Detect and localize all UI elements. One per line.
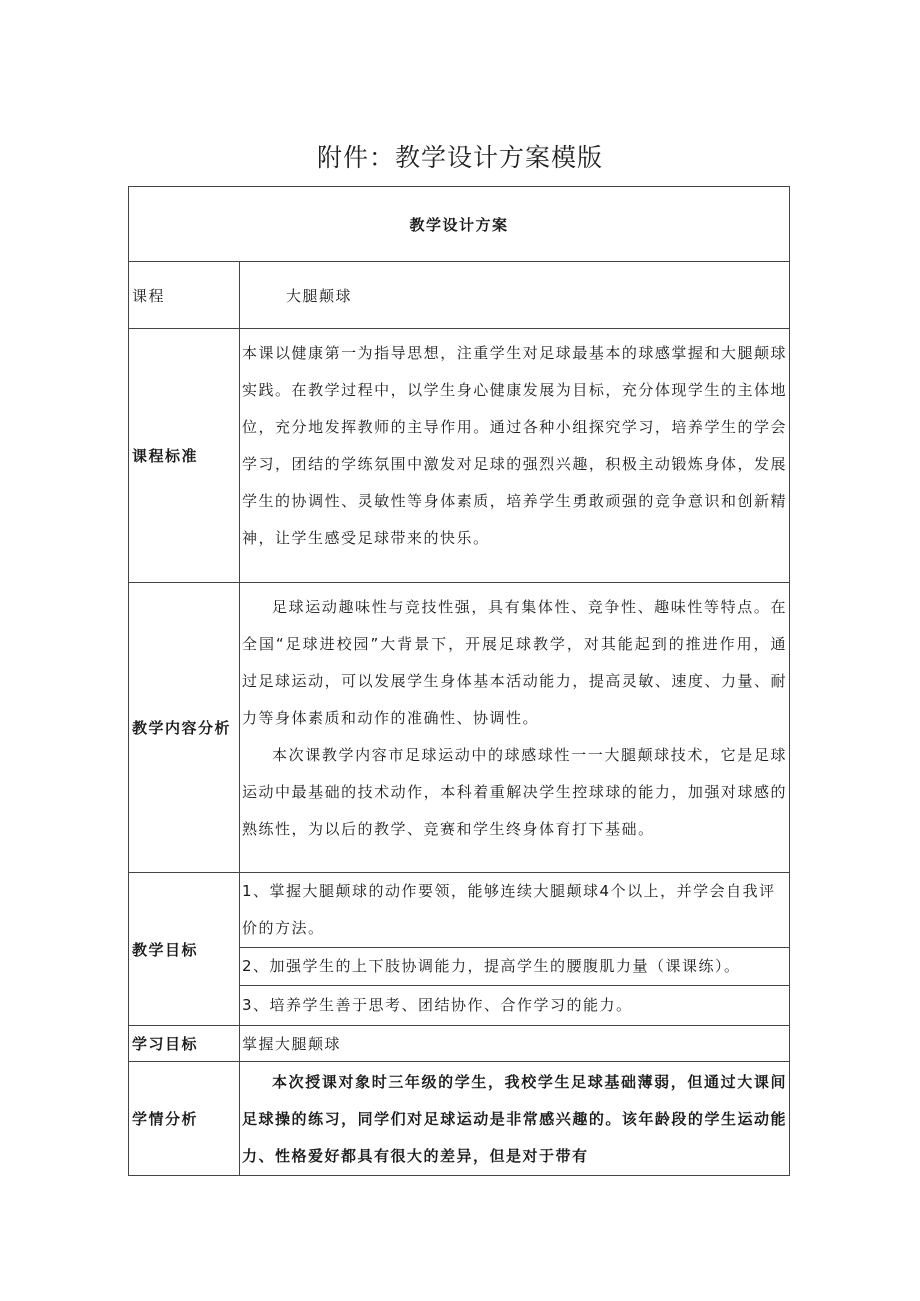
- student-analysis-text: 本次授课对象时三年级的学生，我校学生足球基础薄弱，但通过大课间足球操的练习，同学们对足球运动是非常感兴趣的。该年龄段的学生运动能力、性格爱好都具有很大的差异，但是对于带有: [242, 1073, 788, 1165]
- objective-text-1: 1、掌握大腿颠球的动作要领，能够连续大腿颠球4个以上，并学会自我评价的方法。: [242, 882, 776, 937]
- content-analysis-row: [129, 583, 790, 873]
- objectives-label: 教学目标: [129, 873, 240, 1026]
- student-analysis-label: 学情分析: [129, 1062, 240, 1176]
- student-analysis-row: [129, 1062, 790, 1176]
- learning-goal-label: 学习目标: [129, 1026, 240, 1062]
- course-label: 课程: [129, 262, 240, 329]
- learning-goal-row: [129, 1026, 790, 1062]
- student-analysis-cell: [240, 1062, 790, 1176]
- table-header: 教学设计方案: [129, 187, 790, 262]
- objective-item: [240, 873, 790, 948]
- document-title: 附件：教学设计方案模版: [316, 143, 603, 172]
- course-value: 大腿颠球: [240, 262, 790, 329]
- course-row: [129, 262, 790, 329]
- standard-text: 本课以健康第一为指导思想，注重学生对足球最基本的球感掌握和大腿颠球实践。在教学过程中，以学生身心健康发展为目标，充分体现学生的主体地位，充分地发挥教师的主导作用。通过各种小组探究学习，培养学生的学会学习，团结的学练氛围中激发对足球的强烈兴趣，积极主动锻炼身体，发展学生的协调性、灵敏性等身体素质，培养学生勇敢顽强的竞争意识和创新精神，让学生感受足球带来的快乐。: [242, 344, 788, 547]
- objective-text-3: 3、培养学生善于思考、团结协作、合作学习的能力。: [242, 996, 633, 1014]
- content-analysis-para-2: 本次课教学内容市足球运动中的球感球性一一大腿颠球技术，它是足球运动中最基础的技术动作，本科着重解决学生控球球的能力，加强对球感的熟练性，为以后的教学、竞赛和学生终身体育打下基础。: [242, 746, 788, 838]
- standard-label: 课程标准: [129, 329, 240, 583]
- header-row: [129, 187, 790, 262]
- standard-cell: [240, 329, 790, 583]
- objective-item: [240, 986, 790, 1026]
- content-analysis-cell: [240, 583, 790, 873]
- objective-text-2: 2、加强学生的上下肢协调能力，提高学生的腰腹肌力量（课课练）。: [242, 957, 741, 975]
- standard-row: [129, 329, 790, 583]
- content-analysis-label: 教学内容分析: [129, 583, 240, 873]
- learning-goal-value: 掌握大腿颠球: [240, 1026, 790, 1062]
- teaching-plan-table: [128, 186, 790, 1176]
- objective-row-1: [129, 873, 790, 948]
- objective-item: [240, 948, 790, 986]
- content-analysis-para-1: 足球运动趣味性与竞技性强，具有集体性、竞争性、趣味性等特点。在全国“足球进校园”大背景下，开展足球教学，对其能起到的推进作用，通过足球运动，可以发展学生身体基本活动能力，提高灵敏、速度、力量、耐力等身体素质和动作的准确性、协调性。: [242, 598, 788, 727]
